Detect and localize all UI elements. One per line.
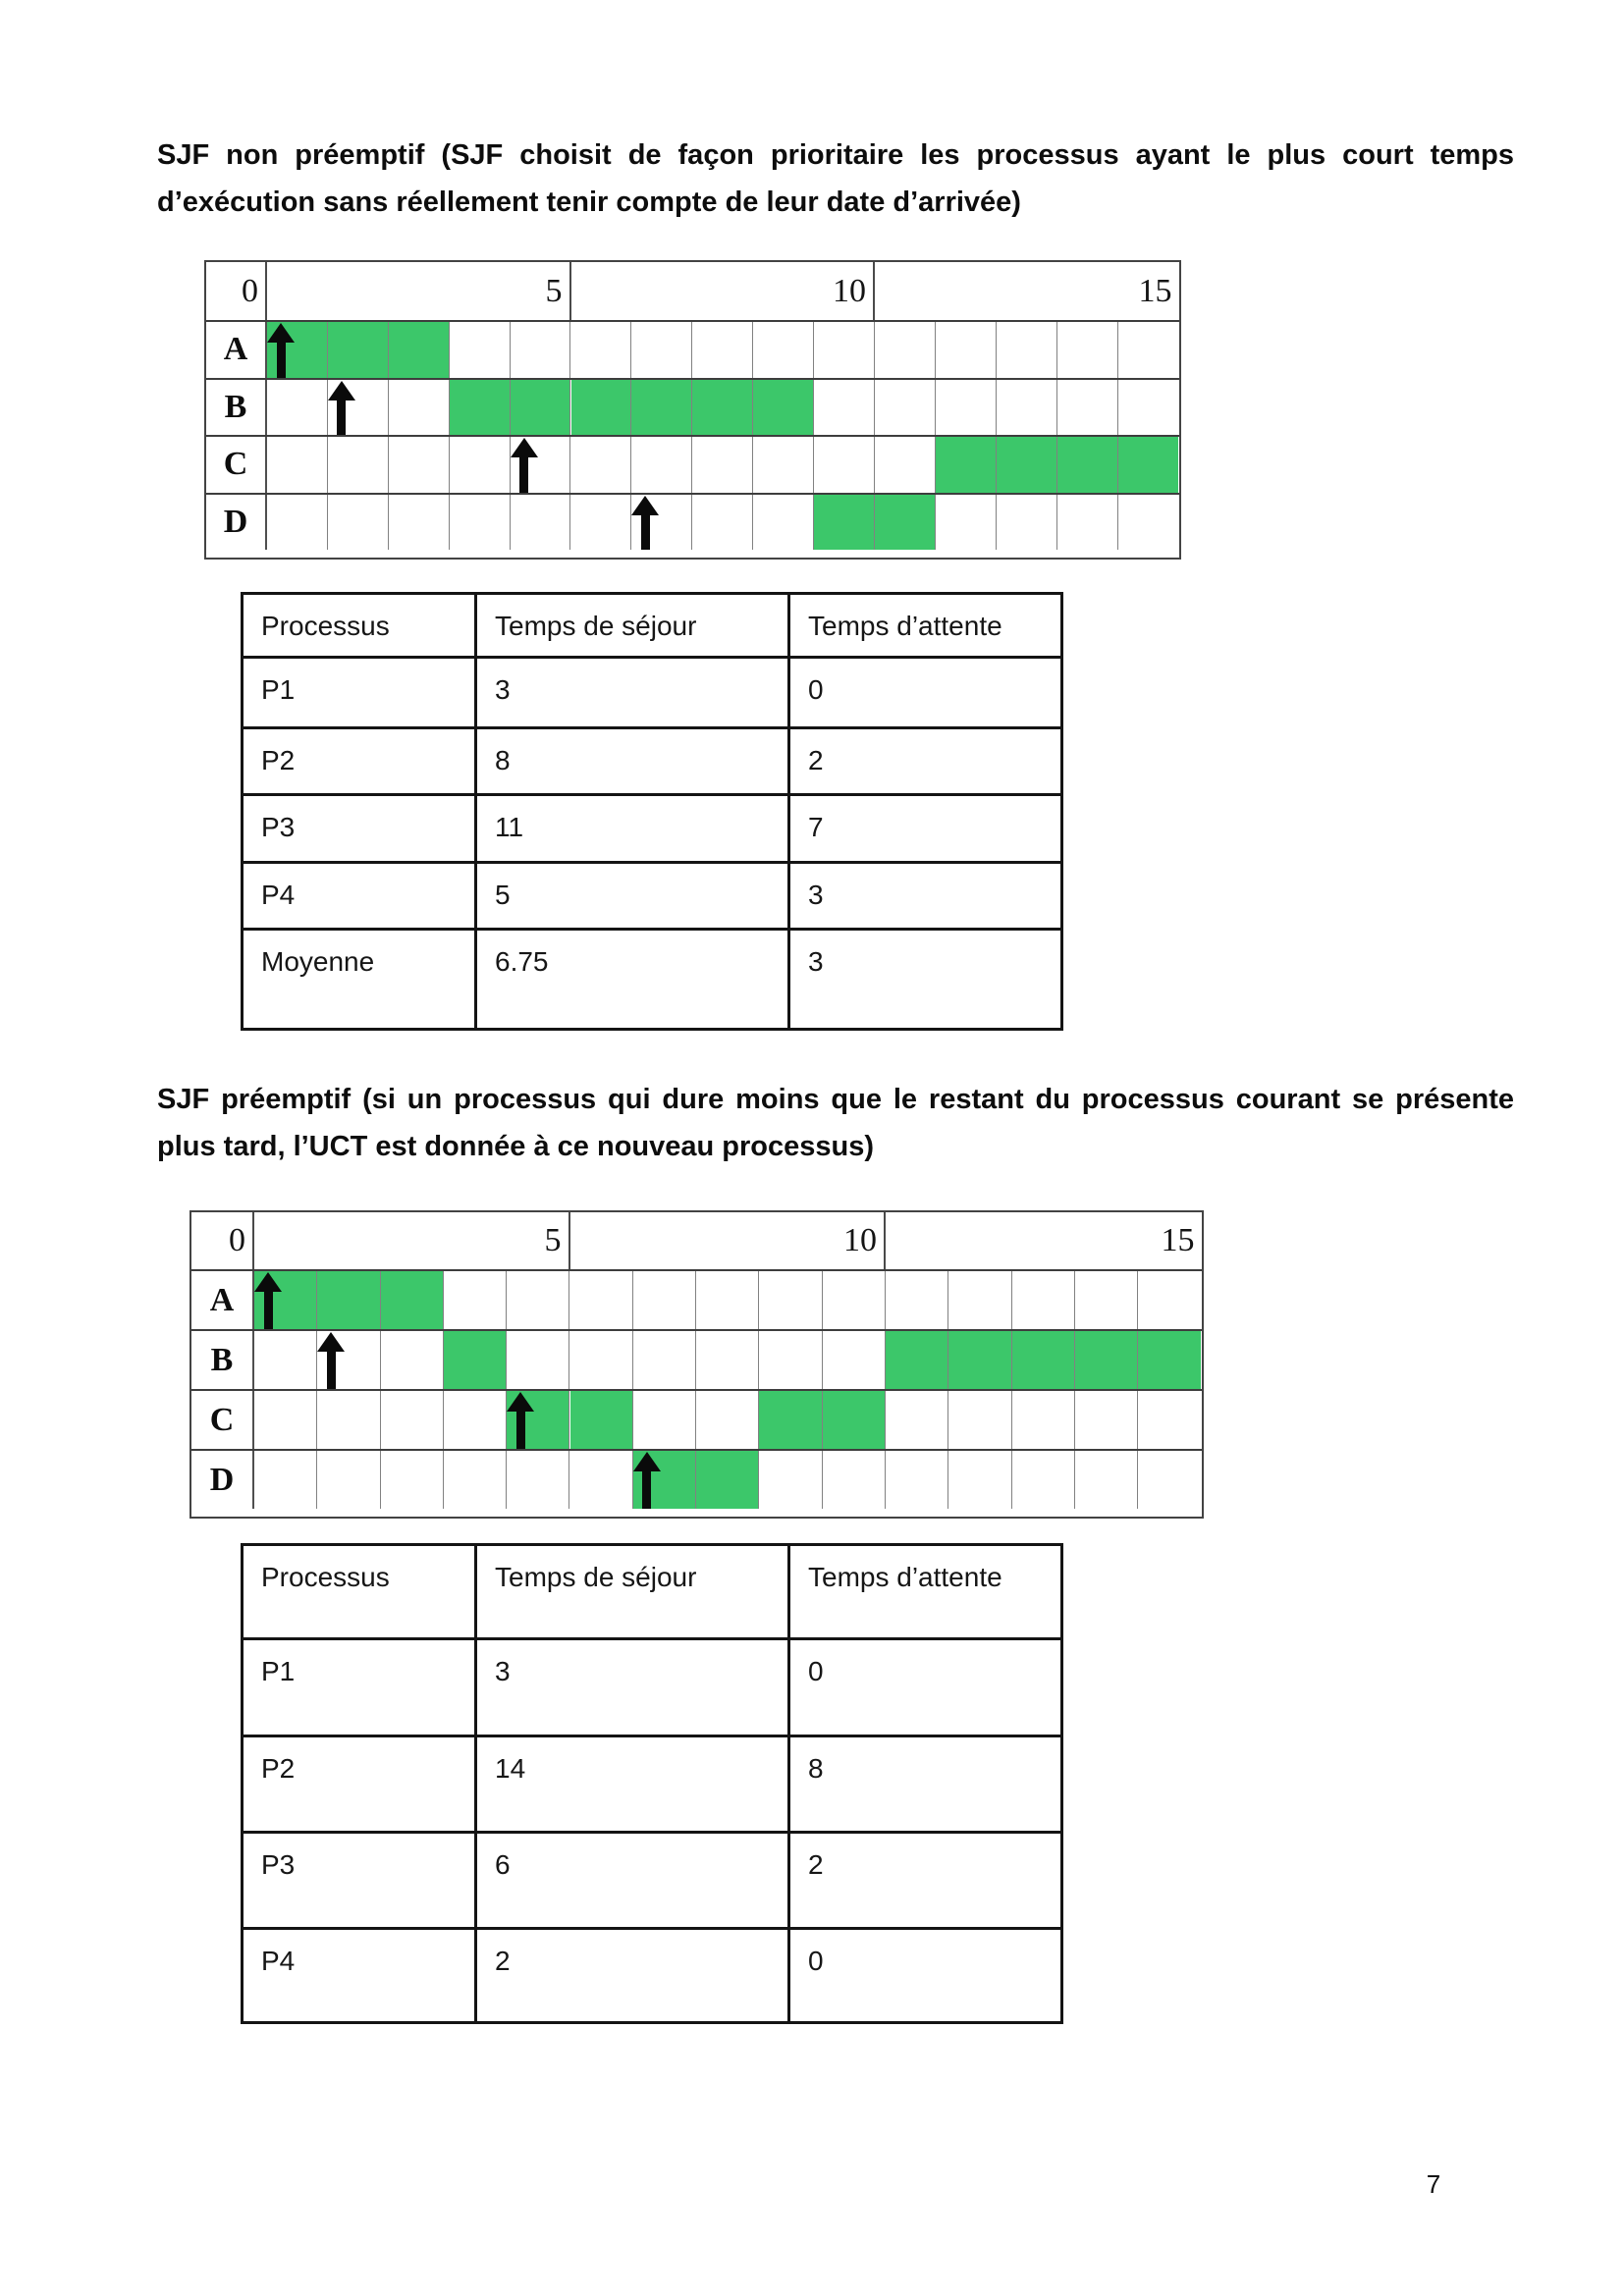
table-cell: P2 [243,1736,476,1833]
gantt-axis-tick: 5 [545,272,563,309]
heading-sjf-preemptif: SJF préemptif (si un processus qui dure moins que le restant du processus courant se présente plus tard, l’UCT est donnée à ce nouveau processus) [157,1084,1514,1162]
gantt-cell [328,495,389,551]
gantt-header-segment [191,1212,254,1269]
gantt-axis-tick: 0 [242,272,258,309]
gantt-cell [267,437,328,493]
gantt-cell [450,437,511,493]
arrow-head [631,496,659,515]
gantt-cell [633,1271,696,1329]
gantt-run-cell [381,1271,444,1329]
gantt-cell [875,437,936,493]
table-row [243,1639,1062,1736]
gantt-run-cell [948,1331,1011,1389]
gantt-cell [1075,1451,1138,1509]
gantt-cell [267,380,328,436]
gantt-cell [389,380,450,436]
gantt-cell [254,1391,317,1449]
gantt-cell [507,1271,569,1329]
arrow-stem [642,1471,651,1509]
gantt-row-D [191,1449,1202,1509]
gantt-header-segment [254,1212,570,1269]
gantt-cell [1138,1391,1201,1449]
gantt-axis-tick: 15 [1138,272,1172,309]
gantt-run-cell [571,380,632,436]
gantt-cell [389,437,450,493]
gantt-chart-sjf-preemptif [189,1210,1204,1519]
gantt-run-cell [753,380,814,436]
table-cell: 3 [476,658,789,728]
gantt-run-cell [444,1331,507,1389]
table-cell: 2 [476,1929,789,2023]
gantt-cell [381,1451,444,1509]
results-table-sjf-non-preemptif [241,592,1063,1031]
table-row [243,1736,1062,1833]
gantt-run-cell [631,380,692,436]
gantt-run-cell [936,437,997,493]
gantt-cell [759,1271,822,1329]
gantt-cell [814,322,875,378]
gantt-run-cell [317,1271,380,1329]
gantt-run-cell [814,495,875,551]
gantt-cell [997,380,1057,436]
table-cell: P1 [243,658,476,728]
gantt-cell [570,1331,633,1389]
gantt-cell [823,1271,886,1329]
gantt-cell [507,1451,569,1509]
table-cell: 3 [476,1639,789,1736]
table-cell: P4 [243,1929,476,2023]
table-cell: 14 [476,1736,789,1833]
gantt-header-segment [570,1212,887,1269]
gantt-cell [1075,1391,1138,1449]
table-header-row [243,594,1062,658]
gantt-cell [571,322,632,378]
gantt-axis-tick: 5 [544,1222,562,1258]
table-row [243,1929,1062,2023]
gantt-cell [692,322,753,378]
table-header-cell: Temps d’attente [789,1545,1062,1639]
gantt-row-C [206,435,1179,493]
table-cell: 3 [789,863,1062,930]
gantt-cell [381,1391,444,1449]
table-cell: 6.75 [476,930,789,1030]
gantt-axis-tick: 0 [229,1222,245,1258]
gantt-row-B [206,378,1179,436]
arrival-arrow-icon [630,496,660,551]
gantt-cell [633,1391,696,1449]
gantt-row-label-cell [191,1451,254,1509]
gantt-row-label-cell [191,1271,254,1329]
gantt-cell [507,1331,569,1389]
gantt-cell [886,1271,948,1329]
gantt-row-A [191,1269,1202,1329]
gantt-row-label: C [209,1401,235,1438]
gantt-run-cell [875,495,936,551]
gantt-cell [328,437,389,493]
table-header-row [243,1545,1062,1639]
gantt-chart-sjf-non-preemptif [204,260,1181,560]
gantt-cell [814,380,875,436]
gantt-cell [1075,1271,1138,1329]
gantt-row-label-cell [191,1391,254,1449]
gantt-cell [753,437,814,493]
gantt-run-cell [696,1451,759,1509]
gantt-cell [267,495,328,551]
gantt-cell [570,1271,633,1329]
gantt-run-cell [450,380,511,436]
table-cell: Moyenne [243,930,476,1030]
table-cell: 2 [789,1833,1062,1929]
table-row [243,863,1062,930]
gantt-cell [759,1331,822,1389]
gantt-header-row [191,1212,1202,1269]
arrow-head [633,1452,661,1471]
gantt-run-cell [692,380,753,436]
gantt-cell [1138,1451,1201,1509]
gantt-cell [389,495,450,551]
gantt-row-label-cell [191,1331,254,1389]
gantt-cell [692,437,753,493]
gantt-cell [948,1271,1011,1329]
table-cell: 0 [789,658,1062,728]
gantt-row-C [191,1389,1202,1449]
arrow-head [317,1332,345,1352]
table-cell: P3 [243,795,476,863]
gantt-run-cell [570,1391,633,1449]
results-table-sjf-preemptif [241,1543,1063,2024]
gantt-row-label: A [223,331,248,368]
arrow-head [511,438,538,457]
gantt-cell [1012,1451,1075,1509]
table-cell: 0 [789,1639,1062,1736]
page-number: 7 [1426,2169,1441,2199]
arrival-arrow-icon [327,381,356,436]
table-cell: 8 [476,728,789,795]
gantt-header-segment [875,262,1179,320]
gantt-cell [823,1451,886,1509]
gantt-cell [444,1451,507,1509]
gantt-cell [936,322,997,378]
gantt-cell [875,322,936,378]
arrival-arrow-icon [316,1332,346,1389]
arrival-arrow-icon [506,1392,535,1449]
arrow-stem [277,343,286,378]
gantt-cell [997,495,1057,551]
results-table [241,592,1063,1031]
gantt-cell [1118,380,1179,436]
gantt-cell [886,1451,948,1509]
gantt-axis-tick: 10 [843,1222,877,1258]
gantt-cell [254,1451,317,1509]
table-cell: P3 [243,1833,476,1929]
gantt-cell [450,495,511,551]
gantt-run-cell [759,1391,822,1449]
table-cell: 5 [476,863,789,930]
gantt-cell [444,1391,507,1449]
gantt-run-cell [997,437,1057,493]
results-table [241,1543,1063,2024]
arrival-arrow-icon [632,1452,662,1509]
gantt-run-cell [1012,1331,1075,1389]
table-cell: 6 [476,1833,789,1929]
gantt-cell [696,1331,759,1389]
table-row [243,728,1062,795]
heading-sjf-non-preemptif: SJF non préemptif (SJF choisit de façon prioritaire les processus ayant le plus court temps d’exécution sans réellement tenir compte de leur date d’arrivée) [157,139,1514,218]
table-cell: 8 [789,1736,1062,1833]
gantt-cell [1118,322,1179,378]
gantt-cell [1057,380,1118,436]
table-row [243,1833,1062,1929]
table-row [243,930,1062,1030]
gantt-row-label-cell [206,322,267,378]
gantt-header-segment [886,1212,1202,1269]
arrow-stem [327,1352,336,1389]
table-header-cell: Temps de séjour [476,1545,789,1639]
gantt-cell [936,495,997,551]
table-cell: 2 [789,728,1062,795]
arrow-head [507,1392,534,1412]
gantt-cell [936,380,997,436]
table-cell: P2 [243,728,476,795]
arrival-arrow-icon [510,438,539,493]
gantt-header-segment [571,262,876,320]
gantt-row-D [206,493,1179,551]
gantt-run-cell [1075,1331,1138,1389]
gantt-cell [692,495,753,551]
gantt-cell [997,322,1057,378]
gantt-row-label: A [209,1281,235,1318]
gantt-run-cell [1138,1331,1201,1389]
gantt-run-cell [886,1331,948,1389]
arrow-head [328,381,355,400]
gantt-cell [753,495,814,551]
gantt-cell [450,322,511,378]
gantt-cell [1057,495,1118,551]
table-header-cell: Processus [243,594,476,658]
gantt-cell [511,495,571,551]
gantt-cell [1057,322,1118,378]
table-cell: 7 [789,795,1062,863]
gantt-row-label: C [223,446,248,483]
gantt-cell [1118,495,1179,551]
arrow-stem [519,457,528,493]
gantt-cell [633,1331,696,1389]
gantt-run-cell [389,322,450,378]
gantt-cell [317,1451,380,1509]
table-header-cell: Processus [243,1545,476,1639]
table-cell: P4 [243,863,476,930]
table-cell: 11 [476,795,789,863]
gantt-axis-tick: 15 [1161,1222,1195,1258]
table-header-cell: Temps d’attente [789,594,1062,658]
gantt-axis-tick: 10 [833,272,866,309]
table-row [243,658,1062,728]
gantt-row-label-cell [206,495,267,551]
gantt-cell [254,1331,317,1389]
gantt-cell [875,380,936,436]
gantt-cell [886,1391,948,1449]
gantt-cell [511,322,571,378]
arrival-arrow-icon [266,323,296,378]
gantt-row-label-cell [206,437,267,493]
table-header-cell: Temps de séjour [476,594,789,658]
gantt-cell [571,437,632,493]
table-cell: 3 [789,930,1062,1030]
gantt-cell [753,322,814,378]
gantt-run-cell [1118,437,1179,493]
table-cell: P1 [243,1639,476,1736]
gantt-run-cell [328,322,389,378]
gantt-run-cell [511,380,571,436]
arrow-stem [337,400,346,436]
arrow-stem [641,515,650,551]
gantt-cell [1138,1271,1201,1329]
gantt-row-label: D [209,1461,235,1498]
gantt-row-A [206,320,1179,378]
table-row [243,795,1062,863]
arrow-stem [264,1292,273,1329]
arrow-head [254,1272,282,1292]
gantt-cell [1012,1391,1075,1449]
table-cell: 0 [789,1929,1062,2023]
gantt-cell [696,1391,759,1449]
gantt-run-cell [823,1391,886,1449]
gantt-cell [696,1271,759,1329]
gantt-header-row [206,262,1179,320]
gantt-header-segment [206,262,267,320]
gantt-row-label: B [210,1341,234,1378]
gantt-cell [948,1451,1011,1509]
gantt-run-cell [1057,437,1118,493]
gantt-cell [317,1391,380,1449]
gantt-row-B [191,1329,1202,1389]
gantt-cell [631,322,692,378]
gantt-row-label: B [224,388,247,425]
arrow-head [267,323,295,343]
gantt-row-label: D [223,503,248,540]
gantt-cell [570,1451,633,1509]
gantt-cell [814,437,875,493]
gantt-cell [823,1331,886,1389]
gantt-cell [571,495,632,551]
arrival-arrow-icon [253,1272,283,1329]
gantt-cell [1012,1271,1075,1329]
gantt-cell [444,1271,507,1329]
gantt-cell [631,437,692,493]
arrow-stem [516,1412,525,1449]
gantt-cell [759,1451,822,1509]
gantt-header-segment [267,262,571,320]
gantt-cell [948,1391,1011,1449]
gantt-row-label-cell [206,380,267,436]
gantt-cell [381,1331,444,1389]
